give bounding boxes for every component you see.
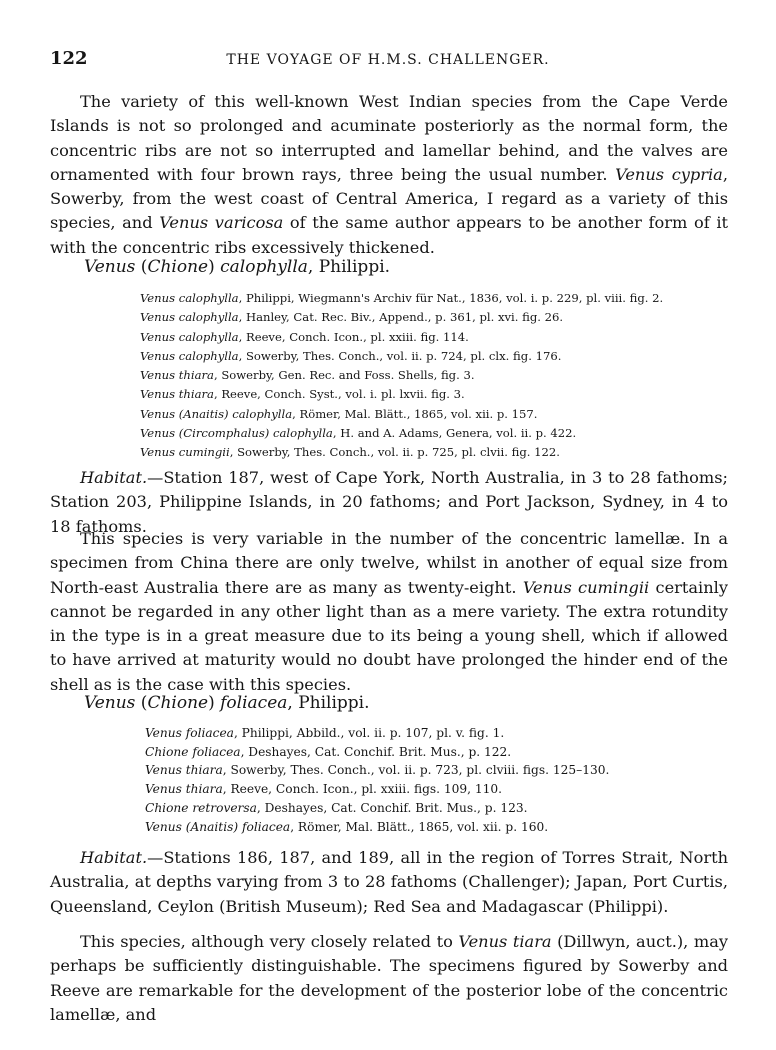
page-header xyxy=(50,48,726,70)
reference-citation: , Sowerby, Gen. Rec. and Foss. Shells, fig. 3. xyxy=(213,368,475,383)
species-heading-calophylla: Venus (Chione) calophylla, Philippi. xyxy=(84,257,391,277)
taxon-name: Venus thiara xyxy=(140,387,214,402)
reference-citation: , Römer, Mal. Blätt., 1865, vol. xii. p. 157. xyxy=(292,406,538,421)
taxon-name: Venus thiara xyxy=(140,368,214,383)
habitat-foliacea: Habitat.—Stations 186, 187, and 189, all in the region of Torres Strait, North Australia, at depths varying from 3 to 28 fathoms (Challenger); Japan, Port Curtis, Queensland, Ceylon (British Museum); Red Sea and Madagascar (Philippi). xyxy=(50,848,728,916)
synonymy-entry xyxy=(140,366,740,385)
reference-citation: , Philippi, Wiegmann's Archiv für Nat., 1836, vol. i. p. 229, pl. viii. fig. 2. xyxy=(238,291,664,305)
synonymy-entry xyxy=(145,799,745,818)
taxon-name: Chione retroversa xyxy=(145,800,257,815)
page-number: 122 xyxy=(50,48,88,69)
taxon-name: Venus (Circomphalus) calophylla xyxy=(140,426,333,441)
synonymy-entry xyxy=(140,328,740,347)
synonymy-entry xyxy=(140,308,740,327)
reference-citation: , Philippi, Abbild., vol. ii. p. 107, pl. v. fig. 1. xyxy=(233,726,505,740)
synonymy-entry xyxy=(145,780,745,799)
reference-citation: , Deshayes, Cat. Conchif. Brit. Mus., p. 122. xyxy=(240,744,512,759)
synonymy-entry xyxy=(145,743,745,762)
reference-citation: , Deshayes, Cat. Conchif. Brit. Mus., p. 123. xyxy=(256,800,528,815)
taxon-name: Venus calophylla xyxy=(140,291,239,305)
reference-citation: , Sowerby, Thes. Conch., vol. ii. p. 725, pl. clvii. fig. 122. xyxy=(229,445,560,460)
taxon-name: Venus thiara xyxy=(145,782,223,797)
synonymy-entry xyxy=(140,385,740,404)
habitat-calophylla: Habitat.—Station 187, west of Cape York, North Australia, in 3 to 28 fathoms; Station 203, Philippine Islands, in 20 fathoms; and Port Jackson, Sydney, in 4 to 18 fathoms. xyxy=(50,468,728,536)
synonymy-entry xyxy=(140,347,740,366)
reference-citation: , H. and A. Adams, Genera, vol. ii. p. 422. xyxy=(332,426,577,441)
reference-citation: , Hanley, Cat. Rec. Biv., Append., p. 361, pl. xvi. fig. 26. xyxy=(238,310,564,325)
synonymy-entry xyxy=(145,818,745,837)
taxon-name: Venus foliacea xyxy=(145,726,234,740)
reference-citation: , Römer, Mal. Blätt., 1865, vol. xii. p. 160. xyxy=(290,819,549,834)
reference-citation: , Sowerby, Thes. Conch., vol. ii. p. 723, pl. clviii. figs. 125–130. xyxy=(222,763,610,778)
synonymy-entry xyxy=(140,289,740,308)
taxon-name: Venus calophylla xyxy=(140,348,239,363)
taxon-name: Venus calophylla xyxy=(140,329,239,344)
taxon-name: Venus (Anaitis) calophylla xyxy=(140,406,293,421)
species-heading-foliacea: Venus (Chione) foliacea, Philippi. xyxy=(84,693,370,713)
synonymy-entry xyxy=(145,761,745,780)
synonymy-entry xyxy=(140,443,740,462)
taxon-name: Chione foliacea xyxy=(145,744,241,759)
synonymy-entry xyxy=(145,724,745,743)
taxon-name: Venus cumingii xyxy=(140,445,230,460)
running-title: THE VOYAGE OF H.M.S. CHALLENGER. xyxy=(226,52,550,68)
synonymy-entry xyxy=(140,424,740,443)
taxon-name: Venus (Anaitis) foliacea xyxy=(145,819,291,834)
synonymy-list-calophylla xyxy=(140,289,740,463)
synonymy-list-foliacea xyxy=(145,724,745,836)
paragraph-cape-verde-variety: The variety of this well-known West Indian species from the Cape Verde Islands is not so prolonged and acuminate posteriorly as the normal form, the concentric ribs are not so interrupted and lamellar behind, and the valves are ornamented with four brown rays, three being the usual number. Venus cypria, Sowerby, from the west coast of Central America, I regard as a variety of this species, and Venus varicosa of the same author appears to be another form of it with the concentric ribs excessively thickened. xyxy=(50,92,728,257)
reference-citation: , Reeve, Conch. Syst., vol. i. pl. lxvii. fig. 3. xyxy=(213,387,465,402)
synonymy-entry xyxy=(140,405,740,424)
paragraph-variability: This species is very variable in the number of the concentric lamellæ. In a specimen from China there are only twelve, whilst in another of equal size from North-east Australia there are as many as twenty-eight. Venus cumingii certainly cannot be regarded in any other light than as a mere variety. The extra rotundity in the type is in a great measure due to its being a young shell, which if allowed to have arrived at maturity would no doubt have prolonged the hinder end of the shell as is the case with this species. xyxy=(50,529,728,694)
taxon-name: Venus calophylla xyxy=(140,310,239,325)
reference-citation: , Reeve, Conch. Icon., pl. xxiii. fig. 114. xyxy=(238,329,469,344)
reference-citation: , Sowerby, Thes. Conch., vol. ii. p. 724, pl. clx. fig. 176. xyxy=(238,348,562,363)
taxon-name: Venus thiara xyxy=(145,763,223,778)
paragraph-tiara-comparison: This species, although very closely related to Venus tiara (Dillwyn, auct.), may perhaps be sufficiently distinguishable. The specimens figured by Sowerby and Reeve are remarkable for the development of the posterior lobe of the concentric lamellæ, and xyxy=(50,932,728,1024)
reference-citation: , Reeve, Conch. Icon., pl. xxiii. figs. 109, 110. xyxy=(222,782,503,797)
